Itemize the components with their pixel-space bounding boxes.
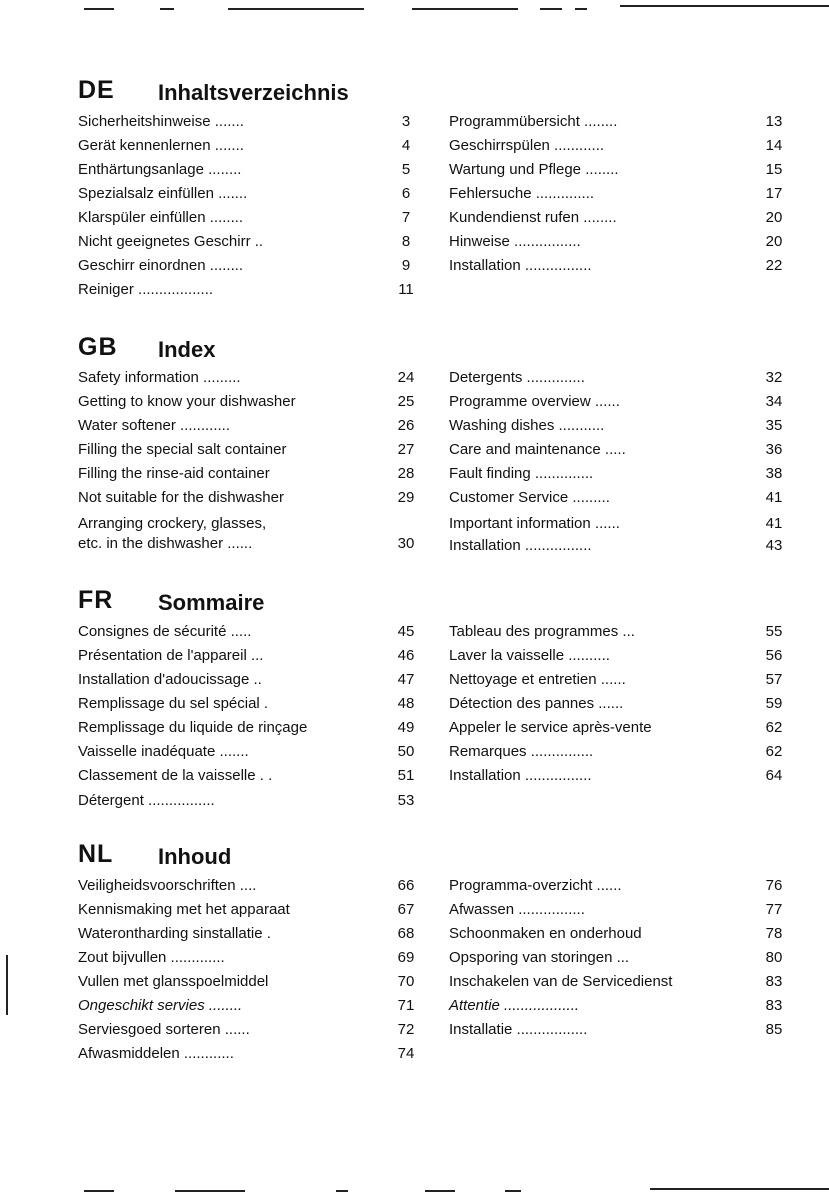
page-number: 76 bbox=[765, 877, 783, 894]
toc-entry: Spezialsalz einfüllen ....... bbox=[78, 185, 248, 202]
page-number: 62 bbox=[765, 743, 783, 760]
top-rule bbox=[620, 5, 829, 7]
toc-entry: Vullen met glansspoelmiddel bbox=[78, 973, 269, 990]
section-title: Inhoud bbox=[158, 844, 232, 869]
page-number: 34 bbox=[765, 393, 783, 410]
page-number: 77 bbox=[765, 901, 783, 918]
bottom-rule bbox=[175, 1190, 245, 1192]
page-number: 5 bbox=[401, 161, 411, 178]
top-rule bbox=[412, 8, 518, 10]
toc-entry: Veiligheidsvoorschriften .... bbox=[78, 877, 257, 894]
toc-entry: Waterontharding sinstallatie . bbox=[78, 925, 271, 942]
toc-entry: Wartung und Pflege ........ bbox=[449, 161, 619, 178]
top-rule bbox=[228, 8, 364, 10]
page-number: 24 bbox=[397, 369, 415, 386]
toc-entry: Installation ................ bbox=[449, 767, 592, 784]
language-code: GB bbox=[78, 333, 118, 361]
toc-entry: Not suitable for the dishwasher bbox=[78, 489, 284, 506]
left-edge-mark bbox=[6, 955, 8, 1015]
page-number: 3 bbox=[401, 113, 411, 130]
toc-entry: Getting to know your dishwasher bbox=[78, 393, 296, 410]
toc-section-nl bbox=[78, 840, 798, 1062]
toc-entry: Afwasmiddelen ............ bbox=[78, 1045, 234, 1062]
bottom-rule bbox=[505, 1190, 521, 1192]
toc-entry: Détergent ................ bbox=[78, 792, 215, 809]
section-heading bbox=[78, 840, 798, 880]
section-heading bbox=[78, 333, 798, 373]
toc-entry: Ongeschikt servies ........ bbox=[78, 997, 243, 1014]
page-number: 4 bbox=[401, 137, 411, 154]
toc-entry: Nettoyage et entretien ...... bbox=[449, 671, 626, 688]
toc-entry: Programme overview ...... bbox=[449, 393, 620, 410]
bottom-rule bbox=[425, 1190, 455, 1192]
toc-entry: Vaisselle inadéquate ....... bbox=[78, 743, 249, 760]
page-number: 30 bbox=[397, 535, 415, 552]
toc-entry: Filling the special salt container bbox=[78, 441, 287, 458]
page-number: 6 bbox=[401, 185, 411, 202]
page-number: 7 bbox=[401, 209, 411, 226]
page-number: 29 bbox=[397, 489, 415, 506]
language-code: FR bbox=[78, 586, 114, 614]
toc-entry: Detergents .............. bbox=[449, 369, 585, 386]
toc-entry: Arranging crockery, glasses, bbox=[78, 515, 267, 532]
top-rule bbox=[84, 8, 114, 10]
page-number: 47 bbox=[397, 671, 415, 688]
toc-entry: Classement de la vaisselle . . bbox=[78, 767, 273, 784]
toc-section-fr bbox=[78, 586, 798, 809]
toc-section-gb bbox=[78, 333, 798, 554]
page-number: 27 bbox=[397, 441, 415, 458]
page-number: 25 bbox=[397, 393, 415, 410]
page-number: 41 bbox=[765, 489, 783, 506]
toc-entry: Customer Service ......... bbox=[449, 489, 610, 506]
toc-entry: Tableau des programmes ... bbox=[449, 623, 635, 640]
toc-entry: Serviesgoed sorteren ...... bbox=[78, 1021, 250, 1038]
page-number: 80 bbox=[765, 949, 783, 966]
toc-entry: Klarspüler einfüllen ........ bbox=[78, 209, 244, 226]
page-number: 55 bbox=[765, 623, 783, 640]
bottom-rule bbox=[650, 1188, 829, 1190]
top-rule bbox=[160, 8, 174, 10]
page-number: 48 bbox=[397, 695, 415, 712]
page-number: 20 bbox=[765, 233, 783, 250]
toc-entry: Important information ...... bbox=[449, 515, 620, 532]
page-number: 49 bbox=[397, 719, 415, 736]
section-title: Index bbox=[158, 337, 216, 362]
toc-entry: Water softener ............ bbox=[78, 417, 230, 434]
page-number: 14 bbox=[765, 137, 783, 154]
page-number: 85 bbox=[765, 1021, 783, 1038]
page-number: 59 bbox=[765, 695, 783, 712]
section-title: Inhaltsverzeichnis bbox=[158, 80, 349, 105]
toc-entry: Installation ................ bbox=[449, 257, 592, 274]
toc-entry: Programmübersicht ........ bbox=[449, 113, 618, 130]
toc-entry: Safety information ......... bbox=[78, 369, 241, 386]
page-number: 22 bbox=[765, 257, 783, 274]
toc-entry: Filling the rinse-aid container bbox=[78, 465, 270, 482]
section-heading bbox=[78, 586, 798, 626]
page-number: 51 bbox=[397, 767, 415, 784]
toc-entry: Kundendienst rufen ........ bbox=[449, 209, 617, 226]
page-number: 45 bbox=[397, 623, 415, 640]
page-number: 32 bbox=[765, 369, 783, 386]
page-number: 26 bbox=[397, 417, 415, 434]
page-number: 70 bbox=[397, 973, 415, 990]
top-rule bbox=[575, 8, 587, 10]
toc-section-de bbox=[78, 76, 798, 298]
section-heading bbox=[78, 76, 798, 116]
language-code: DE bbox=[78, 76, 115, 104]
bottom-rule bbox=[336, 1190, 348, 1192]
toc-entry: Laver la vaisselle .......... bbox=[449, 647, 610, 664]
page-number: 17 bbox=[765, 185, 783, 202]
bottom-rule bbox=[84, 1190, 114, 1192]
toc-entry: Fehlersuche .............. bbox=[449, 185, 595, 202]
page-number: 72 bbox=[397, 1021, 415, 1038]
toc-entry: Détection des pannes ...... bbox=[449, 695, 624, 712]
toc-entry: Enthärtungsanlage ........ bbox=[78, 161, 242, 178]
language-code: NL bbox=[78, 840, 114, 868]
section-title: Sommaire bbox=[158, 590, 265, 615]
toc-entry: Programma-overzicht ...... bbox=[449, 877, 622, 894]
page-number: 78 bbox=[765, 925, 783, 942]
page-number: 9 bbox=[401, 257, 411, 274]
toc-entry: Attentie .................. bbox=[449, 997, 580, 1014]
page-number: 46 bbox=[397, 647, 415, 664]
toc-entry: Kennismaking met het apparaat bbox=[78, 901, 290, 918]
page-number: 57 bbox=[765, 671, 783, 688]
toc-entry: Appeler le service après-vente bbox=[449, 719, 652, 736]
toc-entry: Washing dishes ........... bbox=[449, 417, 605, 434]
toc-entry: Zout bijvullen ............. bbox=[78, 949, 225, 966]
page-number: 36 bbox=[765, 441, 783, 458]
page-number: 28 bbox=[397, 465, 415, 482]
page-number: 71 bbox=[397, 997, 415, 1014]
toc-entry: Consignes de sécurité ..... bbox=[78, 623, 252, 640]
toc-entry: Inschakelen van de Servicedienst bbox=[449, 973, 673, 990]
toc-entry: Remplissage du liquide de rinçage bbox=[78, 719, 308, 736]
toc-entry: Nicht geeignetes Geschirr .. bbox=[78, 233, 264, 250]
page-number: 69 bbox=[397, 949, 415, 966]
toc-entry: Remarques ............... bbox=[449, 743, 594, 760]
toc-entry: Geschirrspülen ............ bbox=[449, 137, 605, 154]
page-number: 66 bbox=[397, 877, 415, 894]
page-number: 74 bbox=[397, 1045, 415, 1062]
page-number: 15 bbox=[765, 161, 783, 178]
toc-entry: Présentation de l'appareil ... bbox=[78, 647, 264, 664]
toc-entry: Installatie ................. bbox=[449, 1021, 588, 1038]
toc-entry: Schoonmaken en onderhoud bbox=[449, 925, 642, 942]
page-number: 56 bbox=[765, 647, 783, 664]
toc-entry: Fault finding .............. bbox=[449, 465, 594, 482]
toc-entry: Reiniger .................. bbox=[78, 281, 214, 298]
toc-entry: Opsporing van storingen ... bbox=[449, 949, 630, 966]
page-number: 20 bbox=[765, 209, 783, 226]
page-number: 13 bbox=[765, 113, 783, 130]
toc-entry: Installation d'adoucissage .. bbox=[78, 671, 262, 688]
toc-entry: etc. in the dishwasher ...... bbox=[78, 535, 253, 552]
page-number: 53 bbox=[397, 792, 415, 809]
page-number: 38 bbox=[765, 465, 783, 482]
page-number: 50 bbox=[397, 743, 415, 760]
page-number: 83 bbox=[765, 973, 783, 990]
page-number: 8 bbox=[401, 233, 411, 250]
toc-entry: Geschirr einordnen ........ bbox=[78, 257, 244, 274]
toc-entry: Remplissage du sel spécial . bbox=[78, 695, 269, 712]
toc-entry: Sicherheitshinweise ....... bbox=[78, 113, 244, 130]
page-number: 64 bbox=[765, 767, 783, 784]
page-number: 35 bbox=[765, 417, 783, 434]
toc-entry: Hinweise ................ bbox=[449, 233, 581, 250]
toc-entry: Installation ................ bbox=[449, 537, 592, 554]
page-number: 67 bbox=[397, 901, 415, 918]
top-rule bbox=[540, 8, 562, 10]
toc-entry: Afwassen ................ bbox=[449, 901, 585, 918]
page-number: 43 bbox=[765, 537, 783, 554]
page-number: 83 bbox=[765, 997, 783, 1014]
toc-entry: Gerät kennenlernen ....... bbox=[78, 137, 244, 154]
page-number: 11 bbox=[398, 281, 414, 298]
page-number: 68 bbox=[397, 925, 415, 942]
page-number: 62 bbox=[765, 719, 783, 736]
page-number: 41 bbox=[765, 515, 783, 532]
toc-entry: Care and maintenance ..... bbox=[449, 441, 626, 458]
